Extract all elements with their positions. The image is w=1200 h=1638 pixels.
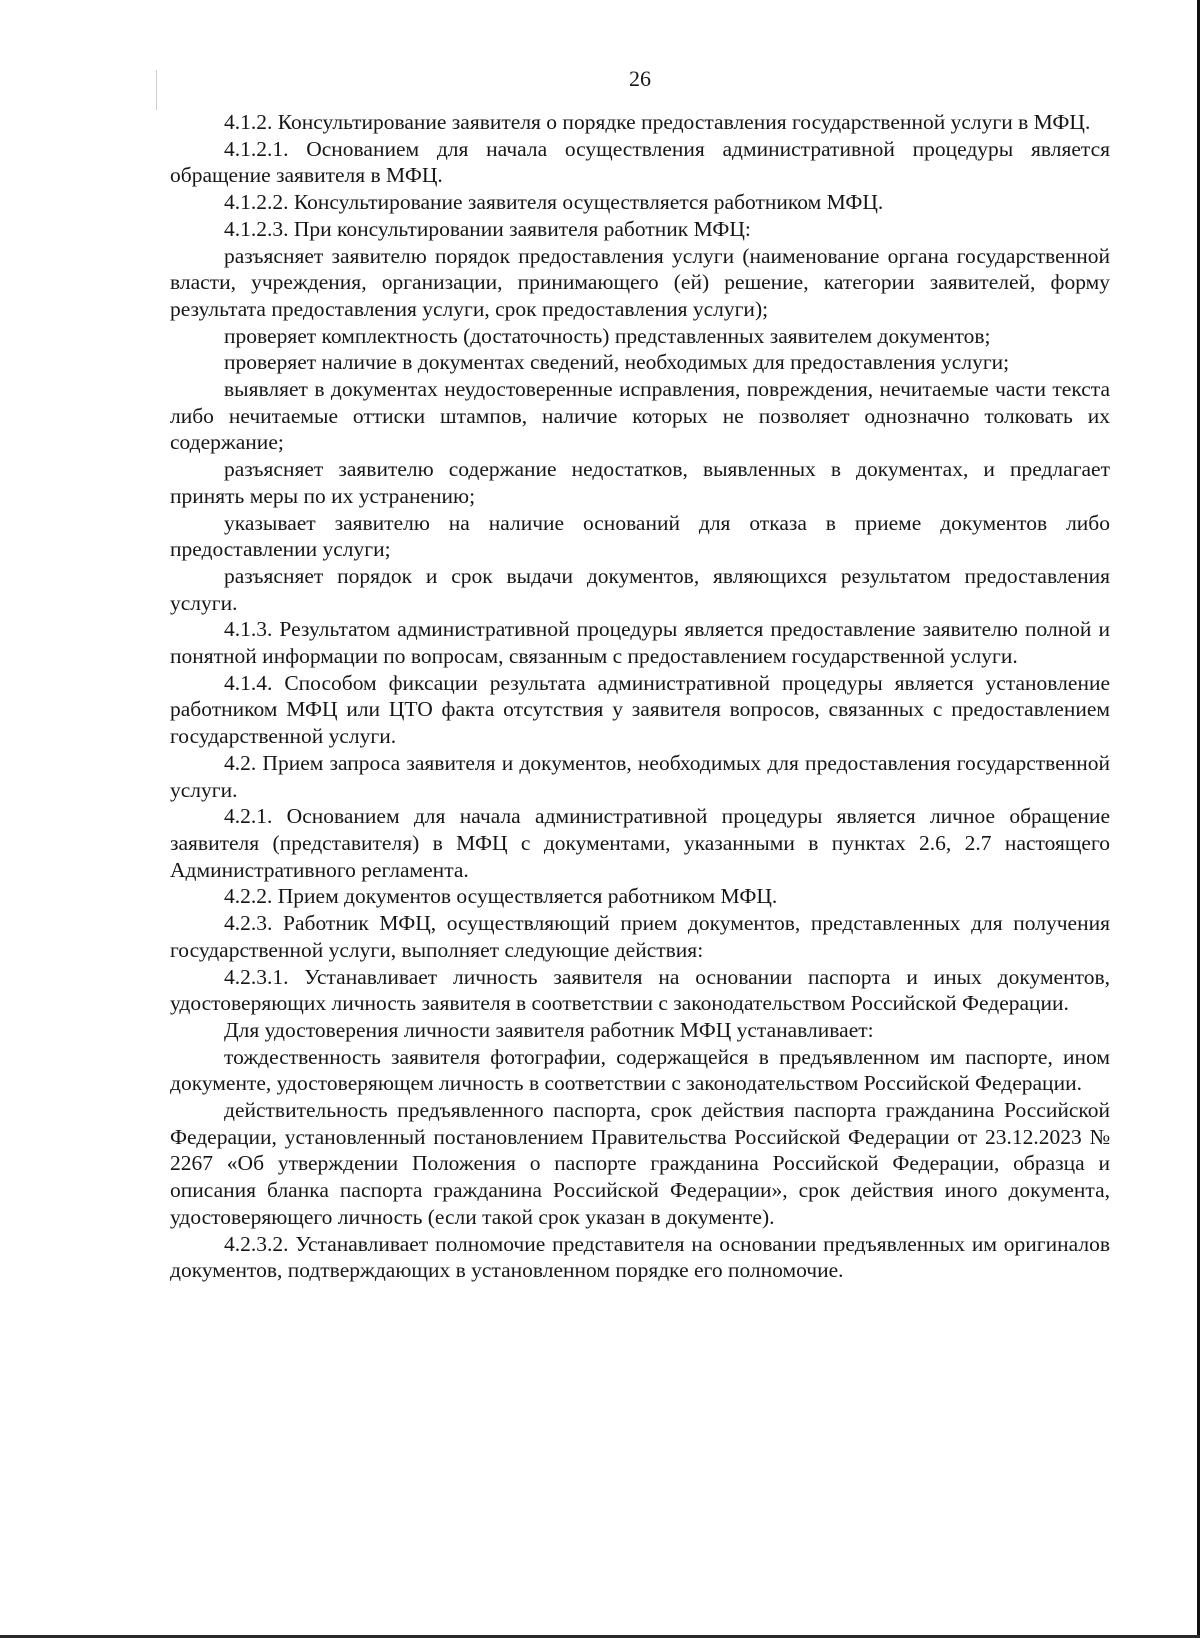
paragraph-4-1-4: 4.1.4. Способом фиксации результата административной процедуры является установление работником МФЦ или ЦТО факта отсутствия у заявителя вопросов, связанных с предоставлением государственной услуги.	[170, 670, 1110, 749]
list-item-photo-identity: тождественность заявителя фотографии, содержащейся в предъявленном им паспорте, ином документе, удостоверяющем личность в соответствии с законодательством Российской Федерации.	[170, 1044, 1110, 1096]
paragraph-4-2-3-1: 4.2.3.1. Устанавливает личность заявителя на основании паспорта и иных документов, удостоверяющих личность заявителя в соответствии с законодательством Российской Федерации.	[170, 964, 1110, 1016]
paragraph-4-2-3-2: 4.2.3.2. Устанавливает полномочие представителя на основании предъявленных им оригиналов документов, подтверждающих в установленном порядке его полномочие.	[170, 1231, 1110, 1283]
list-item-detects-corrections: выявляет в документах неудостоверенные исправления, повреждения, нечитаемые части текста либо нечитаемые оттиски штампов, наличие которых не позволяет однозначно толковать их содержание;	[170, 377, 1110, 455]
list-item-passport-validity: действительность предъявленного паспорта, срок действия паспорта гражданина Российской Федерации, установленный постановлением Правительства Российской Федерации от 23.12.2023 № 2267 «Об утверждении Положения о паспорте гражданина Российской Федерации, образца и описания бланка паспорта гражданина Российской Федерации», срок действия иного документа, удостоверяющего личность (если такой срок указан в документе).	[170, 1098, 1110, 1229]
document-body	[170, 109, 1110, 1284]
paragraph-4-1-3: 4.1.3. Результатом административной процедуры является предоставление заявителю полной и понятной информации по вопросам, связанным с предоставлением государственной услуги.	[170, 617, 1110, 669]
paragraph-4-2: 4.2. Прием запроса заявителя и документов, необходимых для предоставления государственной услуги.	[170, 750, 1110, 802]
paragraph-4-1-2-2: 4.1.2.2. Консультирование заявителя осуществляется работником МФЦ.	[224, 190, 884, 215]
list-item-refusal-grounds: указывает заявителю на наличие оснований для отказа в приеме документов либо предоставлении услуги;	[170, 510, 1110, 562]
list-item-checks-completeness: проверяет комплектность (достаточность) представленных заявителем документов;	[224, 323, 991, 348]
list-item-checks-information: проверяет наличие в документах сведений, необходимых для предоставления услуги;	[224, 350, 1010, 375]
paragraph-identity-verification: Для удостоверения личности заявителя работник МФЦ устанавливает:	[224, 1017, 874, 1042]
list-item-explains-deficiencies: разъясняет заявителю содержание недостатков, выявленных в документах, и предлагает принять меры по их устранению;	[170, 457, 1110, 508]
paragraph-4-2-3: 4.2.3. Работник МФЦ, осуществляющий прием документов, представленных для получения государственной услуги, выполняет следующие действия:	[170, 911, 1110, 962]
paragraph-4-1-2-1: 4.1.2.1. Основанием для начала осуществления административной процедуры является обращение заявителя в МФЦ.	[170, 136, 1110, 188]
paragraph-4-1-2: 4.1.2. Консультирование заявителя о порядке предоставления государственной услуги в МФЦ.	[224, 110, 1091, 134]
paragraph-4-2-1: 4.2.1. Основанием для начала административной процедуры является личное обращение заявителя (представителя) в МФЦ с документами, указанными в пунктах 2.6, 2.7 настоящего Административного регламента.	[170, 804, 1110, 882]
paragraph-4-1-2-3: 4.1.2.3. При консультировании заявителя работник МФЦ:	[224, 216, 751, 241]
list-item-issuance-order: разъясняет порядок и срок выдачи документов, являющихся результатом предоставления услуги.	[170, 563, 1110, 615]
page-number: 26	[629, 66, 651, 91]
list-item-explains-procedure: разъясняет заявителю порядок предоставления услуги (наименование органа государственной власти, учреждения, организации, принимающего (ей) решение, категории заявителей, форму результата предоставления услуги, срок предоставления услуги);	[170, 243, 1110, 321]
paragraph-4-2-2: 4.2.2. Прием документов осуществляется работником МФЦ.	[224, 884, 778, 909]
